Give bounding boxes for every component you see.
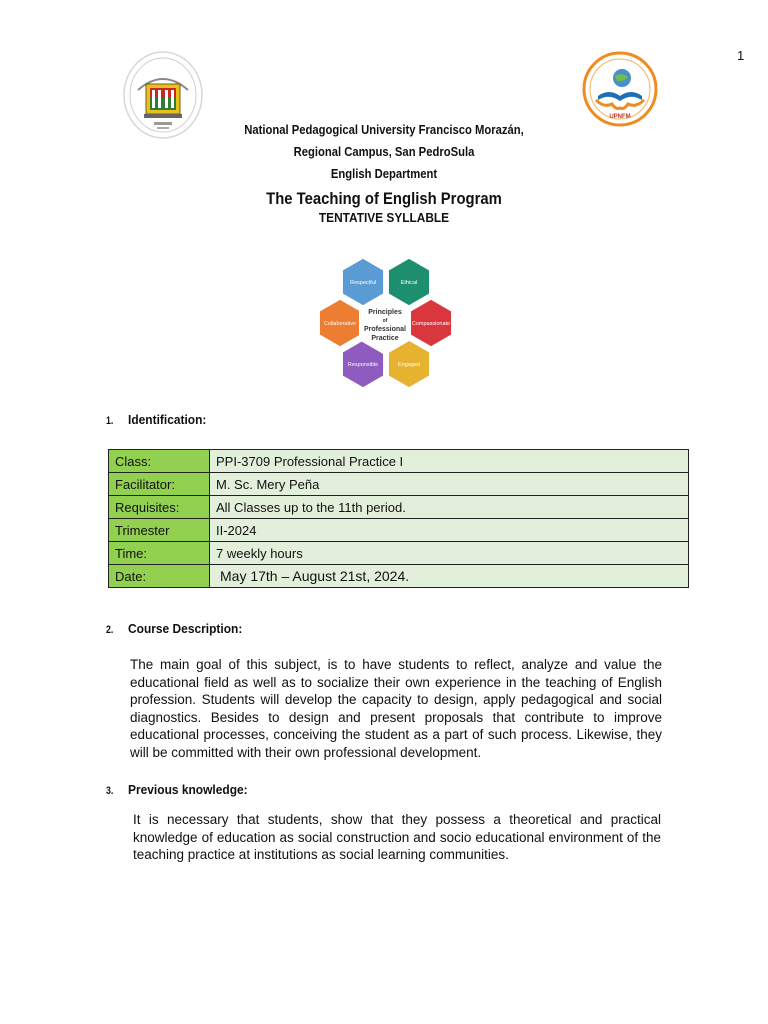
hexagon-label: Collaborative (323, 321, 357, 327)
row-label: Class: (109, 450, 210, 473)
center-text-line2: of (382, 318, 388, 324)
campus-name: Regional Campus, San PedroSula (293, 145, 475, 159)
university-name: National Pedagogical University Francisco Morazán, (244, 123, 524, 137)
table-row (109, 565, 689, 588)
upnfm-logo (582, 50, 658, 128)
identification-table (108, 449, 689, 588)
principles-hexagon-diagram (310, 255, 460, 395)
previous-knowledge-heading (106, 782, 258, 797)
table-row (109, 519, 689, 542)
row-value: PPI-3709 Professional Practice I (210, 450, 689, 473)
department-name: English Department (330, 167, 438, 181)
row-label: Trimester (109, 519, 210, 542)
center-text-line1: Principles (368, 309, 402, 316)
document-header (0, 119, 768, 226)
hexagon-label: Engaged (397, 362, 421, 368)
identification-heading (106, 412, 213, 427)
hexagon-label: Compassionate (411, 321, 451, 327)
table-row (109, 496, 689, 519)
table-row (109, 450, 689, 473)
center-text-line3: Professional (363, 326, 407, 333)
syllable-subtitle: TENTATIVE SYLLABLE (318, 211, 450, 225)
row-value: May 17th – August 21st, 2024. (210, 565, 689, 588)
section-title: Course Description: (128, 621, 243, 636)
row-label: Requisites: (109, 496, 210, 519)
hexagon-label: Ethical (400, 280, 418, 286)
section-title: Previous knowledge: (128, 782, 248, 797)
row-label: Time: (109, 542, 210, 565)
row-value: M. Sc. Mery Peña (210, 473, 689, 496)
row-label: Date: (109, 565, 210, 588)
row-value: All Classes up to the 11th period. (210, 496, 689, 519)
table-row (109, 542, 689, 565)
section-number: 1. (106, 415, 114, 427)
table-row (109, 473, 689, 496)
upnfm-logo-caption: UPNFM (609, 114, 631, 120)
section-title: Identification: (128, 412, 207, 427)
program-title: The Teaching of English Program (266, 190, 502, 208)
course-description-paragraph (130, 656, 662, 762)
previous-knowledge-text: It is necessary that students, show that they possess a theoretical and practical knowledge of education as social construction and socio educational environment of the teaching practice at institutions as social learning communities. (133, 812, 661, 863)
hexagon-label: Responsible (347, 362, 379, 368)
row-value: II-2024 (210, 519, 689, 542)
hexagon-label: Respectful (350, 280, 376, 286)
course-description-text: The main goal of this subject, is to have students to reflect, analyze and value the educational field as well as to socialize their own experience in the teaching of English profession. Students will develop the capacity to design, apply pedagogical and social diagnostics. Besides to design and present proposals that contribute to improve educational processes, conceiving the student as a part of such process. Likewise, they will be committed with their own professional development. (130, 657, 662, 760)
center-text-line4: Practice (371, 335, 399, 342)
section-number: 3. (106, 785, 114, 797)
row-label: Facilitator: (109, 473, 210, 496)
section-number: 2. (106, 624, 114, 636)
row-value: 7 weekly hours (210, 542, 689, 565)
previous-knowledge-paragraph (133, 811, 661, 864)
page-number: 1 (737, 48, 745, 63)
course-description-heading (106, 621, 252, 636)
